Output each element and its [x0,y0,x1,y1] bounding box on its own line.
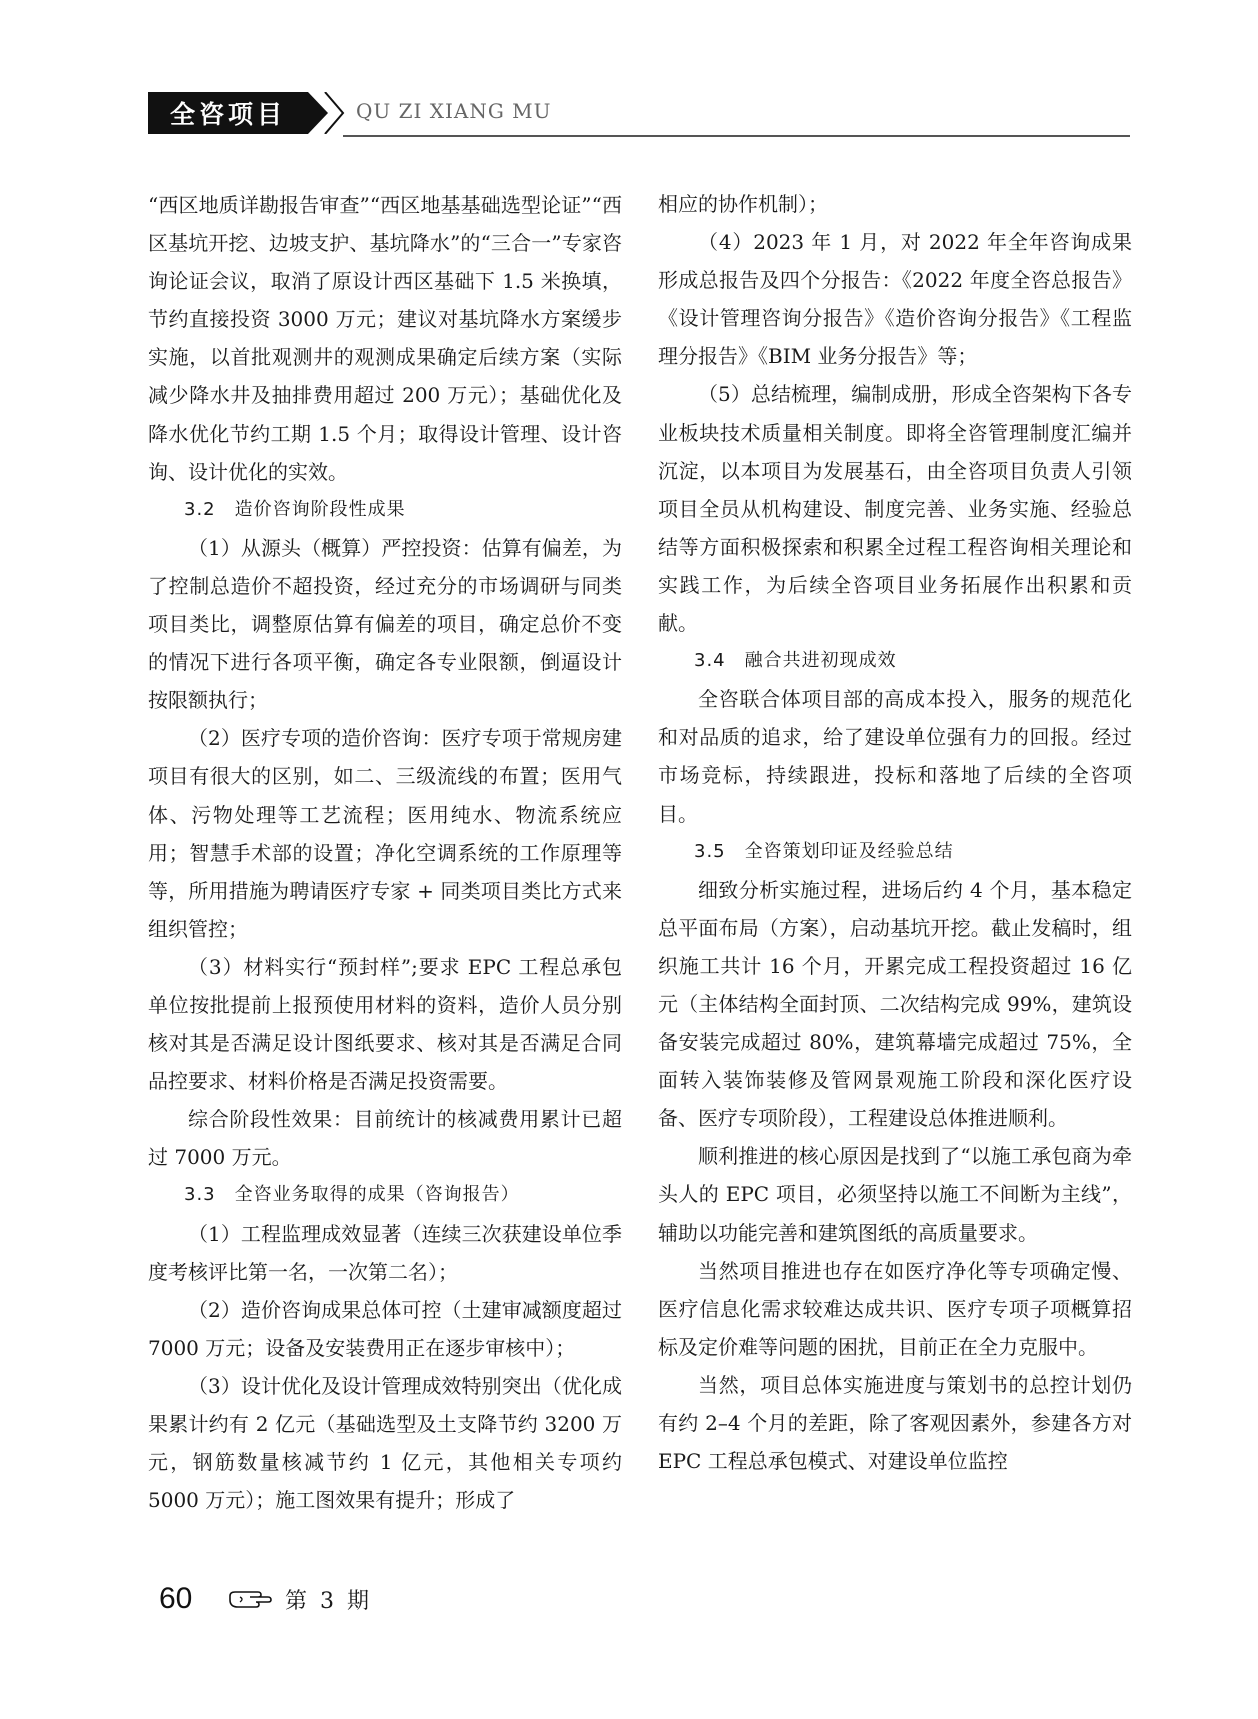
paragraph: “西区地质详勘报告审查”“西区地基基础选型论证”“西区基坑开挖、边坡支护、基坑降水”的“三合一”专家咨询论证会议，取消了原设计西区基础下 1.5 米换填，节约直接投资 3000 万元；建议对基坑降水方案缓步实施，以首批观测井的观测成果确定后续方案（实际减少降水井及抽排费用超过 200 万元）；基础优化及降水优化节约工期 1.5 个月；取得设计管理、设计咨询、设计优化的实效。 [148,193,622,484]
section-heading: 3.4 融合共进初现成效 [694,650,897,672]
section-heading: 3.2 造价咨询阶段性成果 [184,498,406,520]
left-column [148,186,622,1519]
paragraph: （3）材料实行“预封样”;要求 EPC 工程总承包单位按批提前上报预使用材料的资料，造价人员分别核对其是否满足设计图纸要求、核对其是否满足合同品控要求、材料价格是否满足投资需要。 [148,954,622,1094]
issue-label: 第 3 期 [285,1589,372,1614]
paragraph: 当然，项目总体实施进度与策划书的总控计划仍有约 2–4 个月的差距，除了客观因素外，参建各方对 EPC 工程总承包模式、对建设单位监控 [658,1372,1132,1474]
page-header [148,92,1130,138]
paragraph: （1）从源头（概算）严控投资：估算有偏差，为了控制总造价不超投资，经过充分的市场调研与同类项目类比，调整原估算有偏差的项目，确定总价不变的情况下进行各项平衡，确定各专业限额，倒逼设计按限额执行； [148,535,622,713]
header-rule [343,135,1130,137]
paragraph: 全咨联合体项目部的高成本投入，服务的规范化和对品质的追求，给了建设单位强有力的回报。经过市场竞标，持续跟进，投标和落地了后续的全咨项目。 [658,687,1132,826]
paragraph: （2）医疗专项的造价咨询：医疗专项于常规房建项目有很大的区别，如二、三级流线的布置；医用气体、污物处理等工艺流程；医用纯水、物流系统应用；智慧手术部的设置；净化空调系统的工作原理等等，所用措施为聘请医疗专家 + 同类项目类比方式来组织管控； [148,726,622,941]
paragraph: 顺利推进的核心原因是找到了“以施工承包商为牵头人的 EPC 项目，必须坚持以施工不间断为主线”，辅助以功能完善和建筑图纸的高质量要求。 [658,1144,1132,1245]
right-column [658,185,1132,1480]
pointing-hand-icon [228,1588,272,1610]
section-heading: 3.5 全咨策划印证及经验总结 [694,840,954,862]
paragraph: 综合阶段性效果：目前统计的核减费用累计已超过 7000 万元。 [148,1107,622,1170]
paragraph: 相应的协作机制）； [658,192,828,216]
section-badge: 全咨项目 [148,92,308,134]
paragraph: （4）2023 年 1 月，对 2022 年全年咨询成果形成总报告及四个分报告：《2022 年度全咨总报告》《设计管理咨询分报告》《造价咨询分报告》《工程监理分报告》《BIM 业务分报告》等； [658,230,1132,369]
page-number: 60 [159,1582,193,1615]
header-title: QU ZI XIANG MU [356,99,552,123]
paragraph: 当然项目推进也存在如医疗净化等专项确定慢、医疗信息化需求较难达成共识、医疗专项子项概算招标及定价难等问题的困扰，目前正在全力克服中。 [658,1258,1132,1359]
paragraph: （2）造价咨询成果总体可控（土建审减额度超过 7000 万元；设备及安装费用正在逐步审核中）； [148,1297,622,1360]
paragraph: 细致分析实施过程，进场后约 4 个月，基本稳定总平面布局（方案），启动基坑开挖。截止发稿时，组织施工共计 16 个月，开累完成工程投资超过 16 亿元（主体结构全面封顶、二次结构完成 99%，建筑设备安装完成超过 80%，建筑幕墙完成超过 75%，全面转入装饰装修及管网景观施工阶段和深化医疗设备、医疗专项阶段），工程建设总体推进顺利。 [658,877,1132,1131]
paragraph: （3）设计优化及设计管理成效特别突出（优化成果累计约有 2 亿元（基础选型及土支降节约 3200 万元，钢筋数量核减节约 1 亿元，其他相关专项约 5000 万元）；施工图效果有提升；形成了 [148,1373,622,1513]
paragraph: （5）总结梳理，编制成册，形成全咨架构下各专业板块技术质量相关制度。即将全咨管理制度汇编并沉淀，以本项目为发展基石，由全咨项目负责人引领项目全员从机构建设、制度完善、业务实施、经验总结等方面积极探索和积累全过程工程咨询相关理论和实践工作，为后续全咨项目业务拓展作出积累和贡献。 [658,382,1132,636]
section-heading: 3.3 全咨业务取得的成果（咨询报告） [184,1184,520,1206]
paragraph: （1）工程监理成效显著（连续三次获建设单位季度考核评比第一名，一次第二名）； [148,1221,622,1284]
badge-chevron-shape [323,92,345,134]
